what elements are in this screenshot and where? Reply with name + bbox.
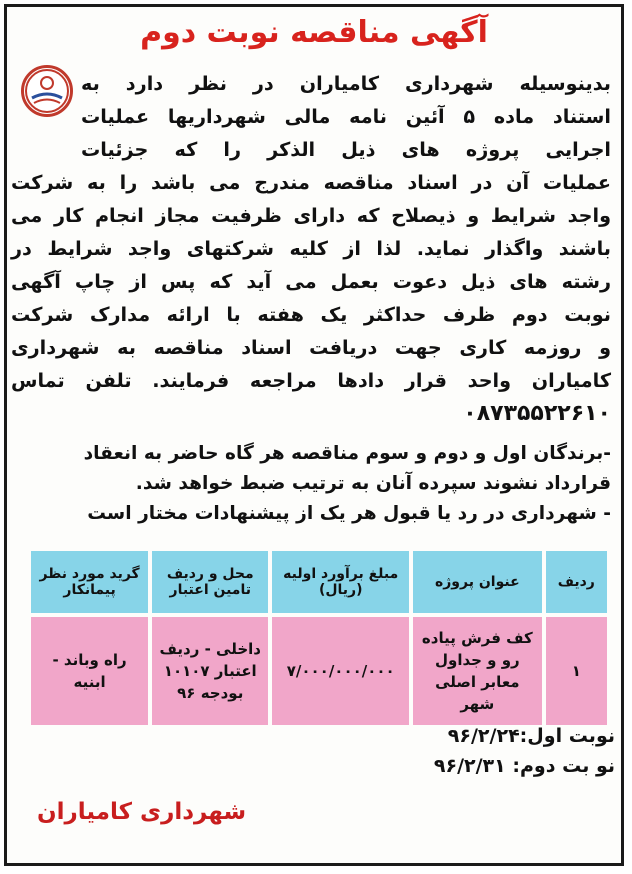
- table-row: [31, 617, 607, 725]
- cell-project-title: کف فرش پیاده رو و جداول معابر اصلی شهر: [413, 617, 541, 725]
- paragraph-line: باشند واگذار نماید. لذا از کلیه شرکتهای واجد شرایط در: [11, 237, 611, 260]
- cell-row-number: ۱: [546, 617, 607, 725]
- header-contractor-grade: گرید مورد نظر پیمانکار: [31, 551, 148, 613]
- paragraph-line: و روزمه کاری جهت دریافت اسناد مناقصه به شهرداری: [11, 336, 611, 359]
- municipality-logo: [21, 65, 73, 117]
- tender-table: [27, 547, 611, 729]
- second-publication-date: نو بت دوم: ۹۶/۲/۳۱: [433, 755, 615, 777]
- header-credit-source: محل و ردیف تامین اعتبار: [152, 551, 268, 613]
- publication-dates: [27, 721, 615, 781]
- paragraph-line: استناد ماده ۵ آئین نامه مالی شهرداریها عملیات: [81, 105, 612, 128]
- paragraph-line: بدینوسیله شهرداری کامیاران در نظر دارد به: [81, 72, 611, 95]
- contact-phone: ۰۸۷۳۵۵۲۲۶۱۰: [463, 401, 611, 426]
- notice-frame: [4, 4, 624, 866]
- condition-item: -برندگان اول و دوم و سوم مناقصه هر گاه حاضر به انعقاد: [83, 443, 611, 464]
- first-publication-date: نوبت اول:۹۶/۲/۲۴: [447, 725, 615, 747]
- table-header-row: [31, 551, 607, 613]
- notice-title: آگهی مناقصه نوبت دوم: [140, 15, 488, 50]
- paragraph-line: واجد شرایط و ذیصلاح که دارای ظرفیت مجاز انجام کار می: [11, 204, 611, 227]
- cell-credit-source: داخلی - ردیف اعتبار ۱۰۱۰۷ بودجه ۹۶: [152, 617, 268, 725]
- condition-item: - شهرداری در رد یا قبول هر یک از پیشنهادات مختار است: [87, 503, 611, 524]
- paragraph-line: نوبت دوم ظرف حداکثر یک هفته با ارائه مدارک شرکت: [11, 303, 611, 326]
- condition-item: قرارداد نشوند سپرده آنان به ترتیب ضبط خواهد شد.: [135, 473, 611, 494]
- header-row-number: ردیف: [546, 551, 607, 613]
- paragraph-line: اجرایی پروژه های ذیل الذکر را که جزئیات: [81, 138, 611, 161]
- header-project-title: عنوان پروژه: [413, 551, 541, 613]
- cell-contractor-grade: راه وباند - ابنیه: [31, 617, 148, 725]
- paragraph-line: عملیات آن در اسناد مناقصه مندرج می باشد را به شرکت: [11, 171, 611, 194]
- paragraph-line: کامیاران واحد قرار دادها مراجعه فرمایند. تلفن تماس: [11, 369, 611, 392]
- header-estimate-amount: مبلغ برآورد اولیه (ریال): [272, 551, 409, 613]
- paragraph-line: رشته های ذیل دعوت بعمل می آید که پس از چاپ آگهی: [11, 270, 611, 293]
- cell-estimate-amount: ۷/۰۰۰/۰۰۰/۰۰۰: [272, 617, 409, 725]
- issuer-signature: شهرداری کامیاران: [37, 799, 247, 825]
- municipality-emblem-icon: [24, 68, 70, 114]
- intro-paragraph: [81, 67, 611, 166]
- details-paragraph: [11, 166, 611, 430]
- conditions-list: [11, 439, 611, 529]
